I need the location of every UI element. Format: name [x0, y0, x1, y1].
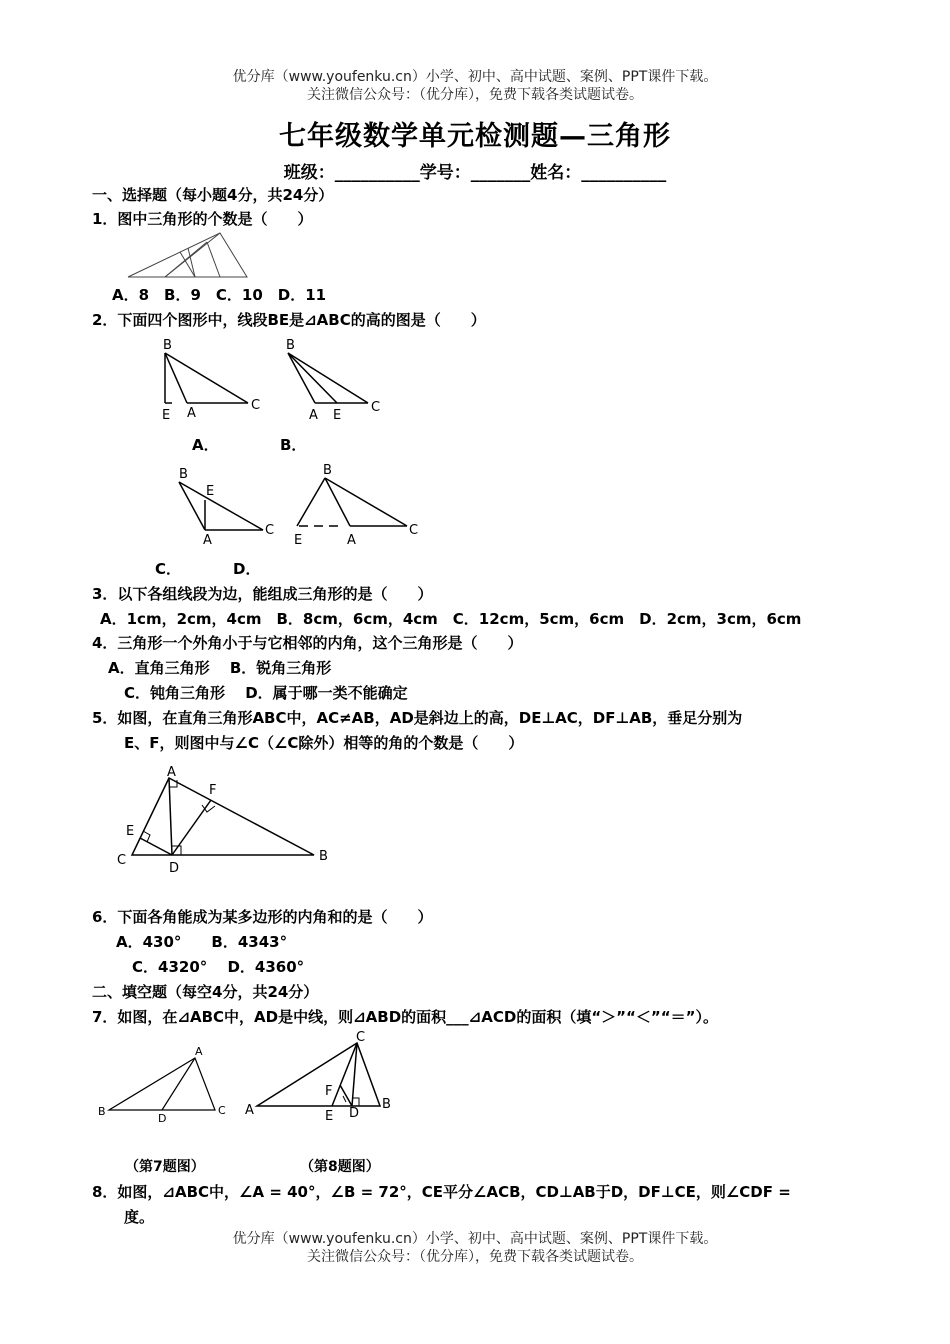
q2c-label-e: E — [206, 484, 215, 499]
q4-stem: 4．三角形一个外角小于与它相邻的内角，这个三角形是（ ） — [92, 634, 523, 652]
q6-options-row-1: A．430° B．4343° — [116, 933, 288, 951]
q2-figure-c — [165, 462, 285, 552]
q2a-label-c: C — [251, 398, 261, 413]
q5-label-d: D — [169, 861, 180, 876]
q2-option-b: B． — [280, 436, 307, 454]
q7-label-c: C — [218, 1104, 226, 1117]
q2c-label-b: B — [179, 467, 188, 482]
q5-stem-line-2: E、F，则图中与∠C（∠C除外）相等的角的个数是（ ） — [124, 734, 524, 752]
fig7-caption: （第7题图） — [125, 1159, 205, 1175]
q6-options-row-2: C．4320° D．4360° — [132, 958, 305, 976]
q2-figure-d — [287, 458, 427, 550]
q8-label-a: A — [245, 1103, 254, 1118]
q2-option-c: C． — [155, 560, 182, 578]
q5-label-a: A — [167, 765, 176, 780]
q2d-label-b: B — [323, 463, 332, 478]
q6-stem: 6．下面各角能成为某多边形的内角和的是（ ） — [92, 908, 433, 926]
q8-label-c: C — [356, 1030, 366, 1045]
q2b-label-c: C — [371, 400, 381, 415]
q2d-label-c: C — [409, 523, 419, 538]
q8-stem-line-2: 度。 — [124, 1208, 155, 1226]
q5-stem-line-1: 5．如图，在直角三角形ABC中，AC≠AB，AD是斜边上的高，DE⊥AC，DF⊥AB，垂足分别为 — [92, 709, 743, 727]
q8-stem-line-1: 8．如图，⊿ABC中，∠A = 40°，∠B = 72°，CE平分∠ACB，CD⊥AB于D，DF⊥CE，则∠CDF = — [92, 1183, 791, 1201]
q2-figure-b — [275, 335, 395, 425]
q2-figure-a — [150, 335, 270, 425]
fig8-caption: （第8题图） — [300, 1159, 380, 1175]
page-title: 七年级数学单元检测题—三角形 — [279, 121, 671, 152]
q4-options-row-2: C．钝角三角形 D．属于哪一类不能确定 — [124, 684, 408, 702]
footer-line-1: 优分库（www.youfenku.cn）小学、初中、高中试题、案例、PPT课件下载。 — [232, 1231, 718, 1247]
q2d-label-a: A — [347, 533, 356, 548]
q5-label-b: B — [319, 849, 328, 864]
q8-label-f: F — [325, 1084, 333, 1099]
q5-label-f: F — [209, 783, 217, 798]
header-line-1: 优分库（www.youfenku.cn）小学、初中、高中试题、案例、PPT课件下载。 — [232, 69, 718, 85]
q2a-label-e: E — [162, 408, 171, 423]
q1-triangle-outline — [128, 233, 247, 277]
q7-figure — [95, 1040, 240, 1125]
student-info-line: 班级：__________学号：_______姓名：__________ — [283, 163, 667, 183]
q2a-label-b: B — [163, 338, 172, 353]
q1-options: A．8 B．9 C．10 D．11 — [112, 286, 327, 304]
q8-figure — [245, 1030, 400, 1130]
q1-figure — [125, 230, 260, 282]
q3-stem: 3．以下各组线段为边，能组成三角形的是（ ） — [92, 585, 433, 603]
q7-label-b: B — [98, 1105, 106, 1118]
q2-option-d: D． — [233, 560, 261, 578]
q2c-label-c: C — [265, 523, 275, 538]
footer-line-2: 关注微信公众号：（优分库），免费下载各类试题试卷。 — [307, 1249, 643, 1265]
q8-label-b: B — [382, 1097, 391, 1112]
q7-label-a: A — [195, 1045, 203, 1058]
q4-options-row-1: A．直角三角形 B．锐角三角形 — [108, 659, 332, 677]
q7-stem: 7．如图，在⊿ABC中，AD是中线，则⊿ABD的面积___⊿ACD的面积（填“＞”“＜”“＝”）。 — [92, 1008, 718, 1026]
q5-figure — [112, 760, 342, 880]
q2c-label-a: A — [203, 533, 212, 548]
q8-label-d: D — [349, 1106, 360, 1121]
q2d-label-e: E — [294, 533, 303, 548]
q2b-label-e: E — [333, 408, 342, 423]
q2-option-a: A． — [192, 436, 219, 454]
q2b-label-b: B — [286, 338, 295, 353]
q1-stem: 1．图中三角形的个数是（ ） — [92, 210, 313, 228]
q2a-label-a: A — [187, 406, 196, 421]
q7-label-d: D — [158, 1112, 167, 1125]
q2-stem: 2．下面四个图形中，线段BE是⊿ABC的高的图是（ ） — [92, 311, 486, 329]
header-line-2: 关注微信公众号：（优分库），免费下载各类试题试卷。 — [307, 87, 643, 103]
q5-label-c: C — [117, 853, 127, 868]
q8-label-e: E — [325, 1109, 334, 1124]
section-2-heading: 二、填空题（每空4分，共24分） — [92, 983, 319, 1001]
q3-options: A．1cm，2cm，4cm B．8cm，6cm，4cm C．12cm，5cm，6cm D．2cm，3cm，6cm — [100, 610, 802, 628]
q2b-label-a: A — [309, 408, 318, 423]
section-1-heading: 一、选择题（每小题4分，共24分） — [92, 186, 334, 204]
q5-label-e: E — [126, 824, 135, 839]
